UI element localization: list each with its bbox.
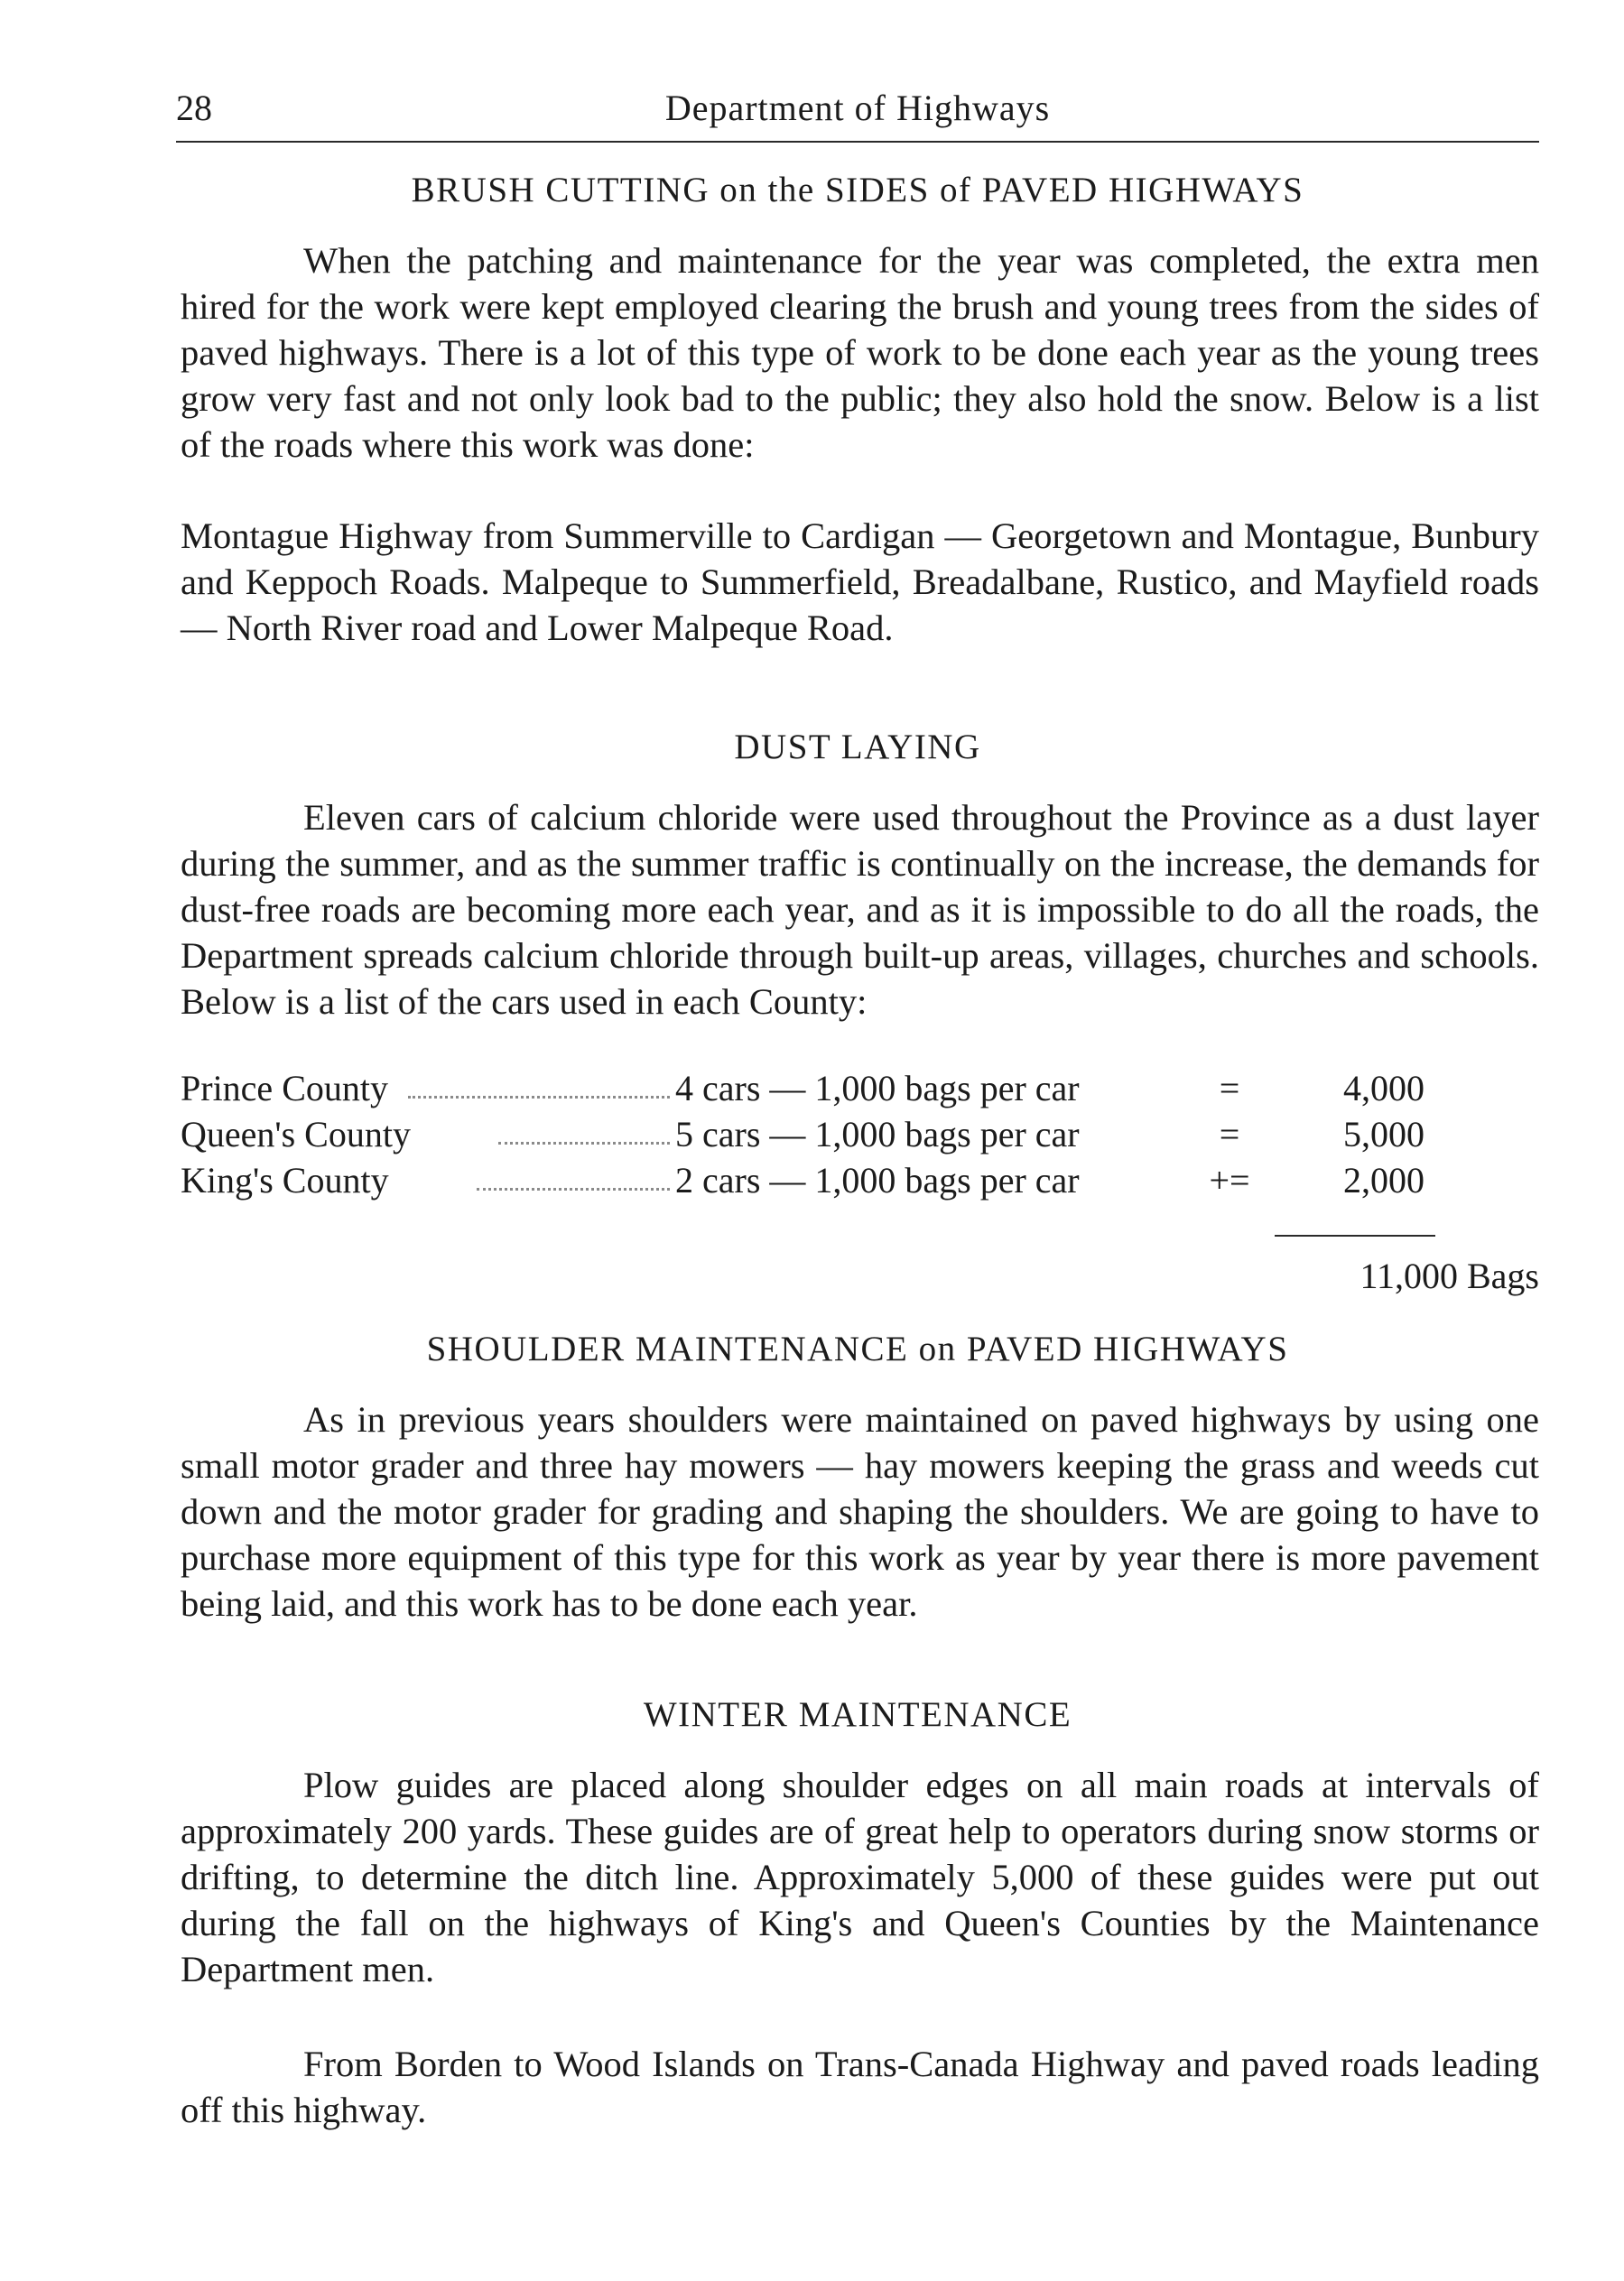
cars-detail: 2 cars — 1,000 bags per car <box>675 1160 1080 1201</box>
table-row-queens <box>181 1113 1539 1159</box>
section-heading-winter-maintenance: WINTER MAINTENANCE <box>643 1695 1072 1734</box>
winter-maintenance-paragraph: Plow guides are placed along shoulder edges on all main roads at intervals of approximately 200 yards. These guides are of great help to operators during snow storms or drifting, to determine the ditch line. Approximately 5,000 of these guides were put out during the fall on the highways of King's and Queen's Counties by the Maintenance Department men. <box>181 1765 1539 1989</box>
bag-total: 5,000 <box>1343 1114 1424 1154</box>
table-row-prince <box>181 1067 1539 1113</box>
bag-total: 2,000 <box>1343 1160 1424 1201</box>
county-name: Prince County <box>181 1068 388 1108</box>
brush-cutting-roads-paragraph: Montague Highway from Summerville to Cardigan — Georgetown and Montague, Bunbury and Keppoch Roads. Malpeque to Summerfield, Breadalbane, Rustico, and Mayfield roads — North River road and Lower Malpeque Road. <box>181 515 1539 648</box>
plus-equals-sign: += <box>1209 1160 1250 1201</box>
county-name: Queen's County <box>181 1114 411 1154</box>
table-row-kings <box>181 1159 1539 1205</box>
brush-cutting-paragraph: When the patching and maintenance for the year was completed, the extra men hired for the work were kept employed clearing the brush and young trees from the sides of paved highways. There is a lot of this type of work to be done each year as the young trees grow very fast and not only look bad to the public; they also hold the snow. Below is a list of the roads where this work was done: <box>181 240 1539 465</box>
dot-leader <box>408 1096 670 1099</box>
section-heading-shoulder-maintenance: SHOULDER MAINTENANCE on PAVED HIGHWAYS <box>426 1330 1289 1368</box>
county-name: King's County <box>181 1160 389 1201</box>
equals-sign: = <box>1219 1114 1240 1154</box>
cars-detail: 5 cars — 1,000 bags per car <box>675 1114 1080 1154</box>
shoulder-maintenance-paragraph: As in previous years shoulders were maintained on paved highways by using one small motor grader and three hay mowers — hay mowers keeping the grass and weeds cut down and the motor grader for grading and shaping the shoulders. We are going to have to purchase more equipment of this type for this work as year by year there is more pavement being laid, and this work has to be done each year. <box>181 1399 1539 1624</box>
sum-rule <box>1275 1235 1435 1237</box>
winter-routes-paragraph: From Borden to Wood Islands on Trans-Canada Highway and paved roads leading off this highway. <box>181 2044 1539 2130</box>
dust-laying-paragraph: Eleven cars of calcium chloride were used throughout the Province as a dust layer during the summer, and as the summer traffic is continually on the increase, the demands for dust-free roads are becoming more each year, and as it is impossible to do all the roads, the Department spreads calcium chloride through built-up areas, villages, churches and schools. Below is a list of the cars used in each County: <box>181 797 1539 1022</box>
section-heading-brush-cutting: BRUSH CUTTING on the SIDES of PAVED HIGHWAYS <box>411 171 1304 209</box>
running-title: Department of Highways <box>664 88 1051 128</box>
equals-sign: = <box>1219 1068 1240 1108</box>
running-head <box>176 87 1539 143</box>
dot-leader <box>498 1142 670 1145</box>
grand-total: 11,000 Bags <box>1360 1256 1539 1296</box>
section-heading-dust-laying: DUST LAYING <box>734 728 981 766</box>
bag-total: 4,000 <box>1343 1068 1424 1108</box>
page-number: 28 <box>176 88 212 128</box>
cars-detail: 4 cars — 1,000 bags per car <box>675 1068 1080 1108</box>
dot-leader <box>477 1188 670 1191</box>
